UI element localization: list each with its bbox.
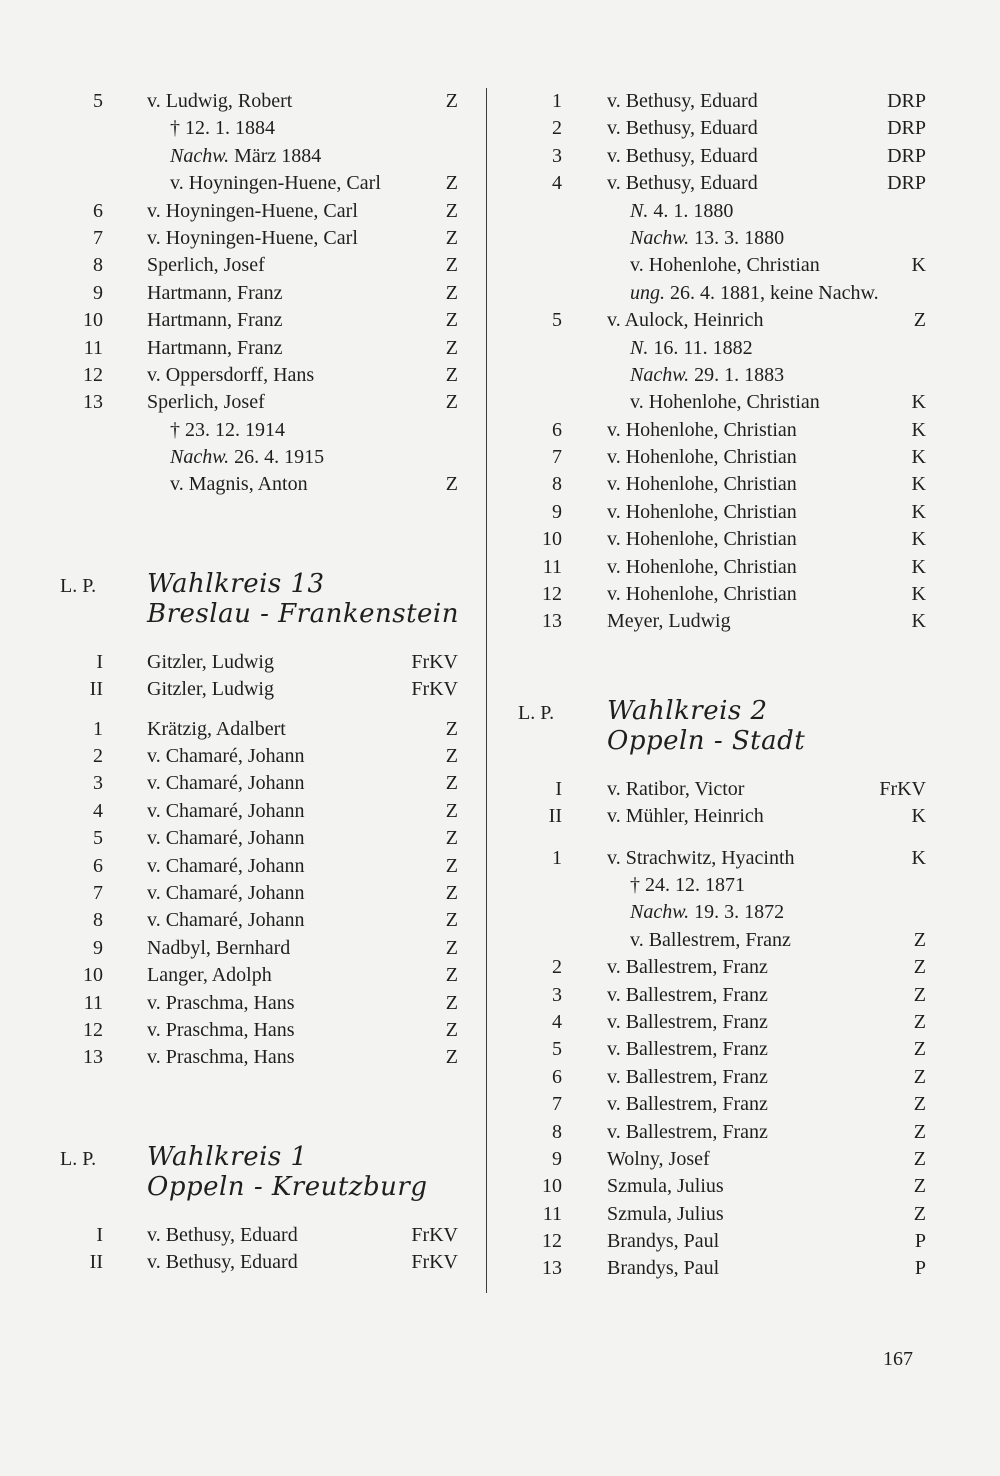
section-header-wahlkreis-13 <box>0 568 480 637</box>
section-title-line1: Wahlkreis 13 <box>147 568 325 599</box>
period-number: 7 <box>552 446 562 469</box>
entry-row <box>0 225 480 252</box>
member-name: v. Bethusy, Eduard <box>607 90 758 112</box>
entry-row <box>490 581 1000 608</box>
annotation-prefix: Nachw. <box>630 226 690 249</box>
wahlkreis-1-roman-list <box>0 1222 480 1277</box>
member-name: Gitzler, Ludwig <box>147 650 274 673</box>
period-number: 1 <box>93 717 103 740</box>
member-name: v. Hoyningen-Huene, Carl <box>147 226 358 249</box>
party-abbreviation: P <box>914 1257 926 1280</box>
member-name: v. Hohenlohe, Christian <box>607 583 797 606</box>
party-abbreviation: Z <box>913 928 926 951</box>
party-abbreviation: Z <box>913 1147 926 1170</box>
party-abbreviation: Z <box>445 226 458 249</box>
period-number: I <box>96 1223 103 1246</box>
annotation-prefix: N. <box>630 336 649 359</box>
note-row <box>490 198 1000 225</box>
period-number: 9 <box>93 936 103 959</box>
period-number: 5 <box>552 1038 562 1061</box>
party-abbreviation: Z <box>913 1202 926 1225</box>
party-abbreviation: Z <box>445 336 458 359</box>
lp-label: L. P. <box>60 1147 97 1170</box>
entry-row <box>490 1009 1000 1036</box>
note-row <box>0 417 480 444</box>
entry-row <box>490 554 1000 581</box>
member-name: v. Hohenlohe, Christian <box>607 473 797 496</box>
period-number: 10 <box>542 1175 562 1198</box>
note-row <box>0 115 480 142</box>
period-number: 12 <box>542 1230 562 1253</box>
entry-row <box>0 198 480 225</box>
party-abbreviation: Z <box>445 881 458 904</box>
party-abbreviation: Z <box>445 827 458 850</box>
party-abbreviation: Z <box>913 1093 926 1116</box>
entry-row <box>490 845 1000 872</box>
period-number: 6 <box>93 199 103 222</box>
member-name: v. Bethusy, Eduard <box>147 1223 298 1246</box>
member-name: v. Ballestrem, Franz <box>607 983 768 1006</box>
period-number: 13 <box>83 391 103 414</box>
section-header-wahlkreis-2 <box>490 695 1000 764</box>
annotation-date: 16. 11. 1882 <box>648 336 753 359</box>
entry-row <box>0 1222 480 1249</box>
annotation-date: 26. 4. 1881, keine Nachw. <box>665 281 879 304</box>
period-number: 6 <box>552 418 562 441</box>
entry-row <box>490 954 1000 981</box>
member-name: Szmula, Julius <box>607 1202 724 1225</box>
entry-row <box>0 907 480 934</box>
party-abbreviation: Z <box>445 717 458 740</box>
entry-row <box>0 825 480 852</box>
wahlkreis-2-roman-list <box>490 776 1000 831</box>
party-abbreviation: K <box>911 805 926 828</box>
section-title <box>147 1142 427 1202</box>
party-abbreviation: Z <box>445 745 458 768</box>
member-name: v. Ballestrem, Franz <box>607 1120 768 1143</box>
note-row <box>0 143 480 170</box>
member-name: v. Chamaré, Johann <box>147 772 305 795</box>
annotation-prefix: N. <box>630 199 649 222</box>
party-abbreviation: Z <box>445 281 458 304</box>
party-abbreviation: DRP <box>887 117 926 140</box>
period-number: 8 <box>93 254 103 277</box>
period-number: 7 <box>552 1093 562 1116</box>
member-name: Brandys, Paul <box>607 1230 720 1253</box>
member-name: v. Ratibor, Victor <box>607 777 745 800</box>
member-name: v. Praschma, Hans <box>147 1018 295 1041</box>
entry-row <box>0 307 480 334</box>
entry-row <box>0 1017 480 1044</box>
note-row <box>490 280 1000 307</box>
member-name: v. Chamaré, Johann <box>147 745 305 768</box>
party-abbreviation: Z <box>445 991 458 1014</box>
note-row <box>490 362 1000 389</box>
annotation-date: 13. 3. 1880 <box>689 226 785 249</box>
party-abbreviation: Z <box>445 772 458 795</box>
period-number: 13 <box>542 1257 562 1280</box>
period-number: 12 <box>83 1018 103 1041</box>
member-name: v. Bethusy, Eduard <box>607 144 758 167</box>
entry-row <box>490 803 1000 830</box>
entry-row <box>490 88 1000 115</box>
annotation <box>630 335 753 362</box>
party-abbreviation: K <box>911 473 926 496</box>
party-abbreviation: DRP <box>887 144 926 167</box>
party-abbreviation: K <box>911 391 926 414</box>
member-name: Brandys, Paul <box>607 1257 720 1280</box>
party-abbreviation: DRP <box>887 172 926 195</box>
annotation <box>630 198 733 225</box>
entry-row <box>490 776 1000 803</box>
period-number: 7 <box>93 881 103 904</box>
annotation-prefix: † 23. 12. 1914 <box>170 418 285 441</box>
entry-row <box>490 1173 1000 1200</box>
section-title-line2: Oppeln - Stadt <box>607 725 806 756</box>
member-name: v. Chamaré, Johann <box>147 827 305 850</box>
member-name: v. Hohenlohe, Christian <box>607 528 797 551</box>
entry-row <box>490 115 1000 142</box>
member-name: v. Hohenlohe, Christian <box>630 254 820 277</box>
annotation <box>630 899 784 926</box>
right-column <box>490 88 1000 1283</box>
wahlkreis-2-list <box>490 845 1000 1283</box>
period-number: II <box>548 805 562 828</box>
annotation-date: 4. 1. 1880 <box>648 199 734 222</box>
member-name: v. Bethusy, Eduard <box>607 117 758 140</box>
member-name: Langer, Adolph <box>147 964 272 987</box>
entry-row <box>490 982 1000 1009</box>
member-name: v. Mühler, Heinrich <box>607 805 764 828</box>
entry-row <box>0 1249 480 1276</box>
member-name: v. Chamaré, Johann <box>147 881 305 904</box>
party-abbreviation: Z <box>445 172 458 195</box>
wahlkreis-13-roman-list <box>0 649 480 704</box>
entry-row <box>490 499 1000 526</box>
right-top-list <box>490 88 1000 636</box>
entry-row <box>0 990 480 1017</box>
party-abbreviation: Z <box>445 1046 458 1069</box>
party-abbreviation: Z <box>445 254 458 277</box>
member-name: v. Hohenlohe, Christian <box>607 418 797 441</box>
member-name: v. Ludwig, Robert <box>147 90 293 112</box>
party-abbreviation: Z <box>913 1175 926 1198</box>
annotation-prefix: Nachw. <box>170 144 230 167</box>
party-abbreviation: FrKV <box>879 777 926 800</box>
note-row <box>0 444 480 471</box>
period-number: 12 <box>542 583 562 606</box>
party-abbreviation: Z <box>913 1120 926 1143</box>
member-name: Meyer, Ludwig <box>607 610 731 633</box>
party-abbreviation: Z <box>445 936 458 959</box>
entry-row <box>490 1255 1000 1282</box>
note-row <box>490 927 1000 954</box>
party-abbreviation: Z <box>445 199 458 222</box>
member-name: v. Praschma, Hans <box>147 1046 295 1069</box>
annotation <box>170 417 285 444</box>
entry-row <box>0 1044 480 1071</box>
period-number: 2 <box>552 117 562 140</box>
entry-row <box>0 649 480 676</box>
entry-row <box>0 962 480 989</box>
annotation-prefix: Nachw. <box>630 363 690 386</box>
period-number: I <box>555 777 562 800</box>
period-number: 1 <box>552 846 562 869</box>
party-abbreviation: Z <box>445 909 458 932</box>
entry-row <box>490 608 1000 635</box>
column-divider <box>486 88 487 1293</box>
period-number: 7 <box>93 226 103 249</box>
annotation-prefix: † 24. 12. 1871 <box>630 873 745 896</box>
member-name: Wolny, Josef <box>607 1147 710 1170</box>
member-name: v. Hohenlohe, Christian <box>607 446 797 469</box>
period-number: 12 <box>83 363 103 386</box>
note-row <box>490 335 1000 362</box>
left-top-list <box>0 88 480 499</box>
party-abbreviation: Z <box>913 1065 926 1088</box>
annotation <box>170 143 321 170</box>
period-number: II <box>89 678 103 701</box>
member-name: v. Ballestrem, Franz <box>630 928 791 951</box>
entry-row <box>0 676 480 703</box>
member-name: v. Ballestrem, Franz <box>607 1038 768 1061</box>
entry-row <box>490 1091 1000 1118</box>
annotation-prefix: Nachw. <box>170 446 230 469</box>
entry-row <box>490 307 1000 334</box>
party-abbreviation: FrKV <box>411 1251 458 1274</box>
entry-row <box>490 417 1000 444</box>
period-number: 11 <box>83 336 103 359</box>
party-abbreviation: Z <box>913 1038 926 1061</box>
period-number: 6 <box>93 854 103 877</box>
member-name: v. Hohenlohe, Christian <box>607 500 797 523</box>
member-name: v. Bethusy, Eduard <box>607 172 758 195</box>
entry-row <box>490 1119 1000 1146</box>
party-abbreviation: Z <box>445 854 458 877</box>
member-name: v. Praschma, Hans <box>147 991 295 1014</box>
party-abbreviation: Z <box>445 964 458 987</box>
party-abbreviation: Z <box>445 391 458 414</box>
section-header-wahlkreis-1 <box>0 1141 480 1210</box>
entry-row <box>0 743 480 770</box>
lp-label: L. P. <box>518 701 555 724</box>
entry-row <box>490 471 1000 498</box>
annotation-date: 19. 3. 1872 <box>689 901 785 924</box>
member-name: v. Hoyningen-Huene, Carl <box>170 172 381 195</box>
period-number: 8 <box>93 909 103 932</box>
member-name: v. Chamaré, Johann <box>147 909 305 932</box>
annotation <box>170 444 324 471</box>
entry-row <box>490 170 1000 197</box>
annotation <box>630 872 745 899</box>
entry-row <box>490 1064 1000 1091</box>
party-abbreviation: Z <box>445 363 458 386</box>
party-abbreviation: K <box>911 500 926 523</box>
annotation-date: 29. 1. 1883 <box>689 363 785 386</box>
period-number: 5 <box>93 90 103 112</box>
member-name: Hartmann, Franz <box>147 281 283 304</box>
period-number: 11 <box>83 991 103 1014</box>
party-abbreviation: Z <box>913 983 926 1006</box>
annotation <box>630 362 784 389</box>
member-name: v. Bethusy, Eduard <box>147 1251 298 1274</box>
period-number: 5 <box>93 827 103 850</box>
party-abbreviation: Z <box>445 799 458 822</box>
entry-row <box>0 88 480 115</box>
party-abbreviation: Z <box>445 1018 458 1041</box>
period-number: 11 <box>542 1202 562 1225</box>
section-title-line1: Wahlkreis 1 <box>147 1141 308 1172</box>
member-name: Hartmann, Franz <box>147 309 283 332</box>
party-abbreviation: Z <box>913 309 926 332</box>
member-name: v. Chamaré, Johann <box>147 799 305 822</box>
party-abbreviation: K <box>911 418 926 441</box>
period-number: 5 <box>552 309 562 332</box>
party-abbreviation: P <box>914 1230 926 1253</box>
member-name: v. Chamaré, Johann <box>147 854 305 877</box>
wahlkreis-13-list <box>0 716 480 1072</box>
section-title-line2: Oppeln - Kreutzburg <box>147 1171 428 1202</box>
entry-row <box>0 798 480 825</box>
member-name: v. Aulock, Heinrich <box>607 309 764 332</box>
member-name: Gitzler, Ludwig <box>147 678 274 701</box>
party-abbreviation: K <box>911 555 926 578</box>
party-abbreviation: Z <box>445 90 458 112</box>
note-row <box>490 225 1000 252</box>
annotation-date: März 1884 <box>229 144 322 167</box>
member-name: v. Hohenlohe, Christian <box>607 555 797 578</box>
entry-row <box>490 1228 1000 1255</box>
period-number: 4 <box>552 172 562 195</box>
lp-label: L. P. <box>60 574 97 597</box>
party-abbreviation: FrKV <box>411 678 458 701</box>
section-title-line1: Wahlkreis 2 <box>607 695 768 726</box>
period-number: 11 <box>542 555 562 578</box>
party-abbreviation: K <box>911 254 926 277</box>
section-title-line2: Breslau - Frankenstein <box>147 598 459 629</box>
period-number: 8 <box>552 1120 562 1143</box>
member-name: v. Magnis, Anton <box>170 473 308 496</box>
period-number: 6 <box>552 1065 562 1088</box>
party-abbreviation: K <box>911 528 926 551</box>
member-name: v. Hoyningen-Huene, Carl <box>147 199 358 222</box>
annotation-prefix: † 12. 1. 1884 <box>170 117 275 140</box>
period-number: I <box>96 650 103 673</box>
entry-row <box>0 880 480 907</box>
member-name: v. Ballestrem, Franz <box>607 1010 768 1033</box>
member-name: Krätzig, Adalbert <box>147 717 286 740</box>
member-name: v. Ballestrem, Franz <box>607 1093 768 1116</box>
note-row <box>0 471 480 498</box>
member-name: v. Ballestrem, Franz <box>607 956 768 979</box>
section-title <box>147 569 459 629</box>
period-number: 2 <box>552 956 562 979</box>
member-name: Sperlich, Josef <box>147 391 265 414</box>
annotation-prefix: ung. <box>630 281 665 304</box>
party-abbreviation: Z <box>913 1010 926 1033</box>
period-number: 1 <box>552 90 562 112</box>
period-number: 4 <box>93 799 103 822</box>
entry-row <box>490 444 1000 471</box>
party-abbreviation: K <box>911 446 926 469</box>
member-name: Nadbyl, Bernhard <box>147 936 291 959</box>
entry-row <box>490 1036 1000 1063</box>
entry-row <box>490 1201 1000 1228</box>
party-abbreviation: Z <box>445 473 458 496</box>
note-row <box>490 899 1000 926</box>
party-abbreviation: Z <box>445 309 458 332</box>
party-abbreviation: DRP <box>887 90 926 112</box>
entry-row <box>0 716 480 743</box>
entry-row <box>490 526 1000 553</box>
period-number: 9 <box>552 500 562 523</box>
period-number: 13 <box>542 610 562 633</box>
party-abbreviation: Z <box>913 956 926 979</box>
party-abbreviation: FrKV <box>411 1223 458 1246</box>
period-number: 3 <box>552 983 562 1006</box>
page-number: 167 <box>883 1348 913 1370</box>
annotation <box>630 280 879 307</box>
period-number: 9 <box>552 1147 562 1170</box>
period-number: 8 <box>552 473 562 496</box>
entry-row <box>490 143 1000 170</box>
entry-row <box>0 935 480 962</box>
member-name: v. Strachwitz, Hyacinth <box>607 846 795 869</box>
period-number: 10 <box>83 309 103 332</box>
entry-row <box>0 389 480 416</box>
member-name: v. Oppersdorff, Hans <box>147 363 315 386</box>
member-name: v. Ballestrem, Franz <box>607 1065 768 1088</box>
period-number: 10 <box>83 964 103 987</box>
member-name: Szmula, Julius <box>607 1175 724 1198</box>
party-abbreviation: K <box>911 583 926 606</box>
left-column <box>0 88 480 1277</box>
note-row <box>490 252 1000 279</box>
note-row <box>0 170 480 197</box>
party-abbreviation: K <box>911 610 926 633</box>
annotation <box>170 115 275 142</box>
entry-row <box>0 252 480 279</box>
member-name: v. Hohenlohe, Christian <box>630 391 820 414</box>
note-row <box>490 872 1000 899</box>
note-row <box>490 389 1000 416</box>
entry-row <box>0 770 480 797</box>
period-number: 3 <box>552 144 562 167</box>
member-name: Hartmann, Franz <box>147 336 283 359</box>
annotation <box>630 225 784 252</box>
period-number: 3 <box>93 772 103 795</box>
annotation-date: 26. 4. 1915 <box>229 446 325 469</box>
entry-row <box>490 1146 1000 1173</box>
entry-row <box>0 362 480 389</box>
period-number: 4 <box>552 1010 562 1033</box>
period-number: 13 <box>83 1046 103 1069</box>
period-number: 10 <box>542 528 562 551</box>
entry-row <box>0 335 480 362</box>
annotation-prefix: Nachw. <box>630 901 690 924</box>
party-abbreviation: FrKV <box>411 650 458 673</box>
party-abbreviation: K <box>911 846 926 869</box>
period-number: II <box>89 1251 103 1274</box>
section-title <box>607 696 805 756</box>
period-number: 9 <box>93 281 103 304</box>
entry-row <box>0 280 480 307</box>
period-number: 2 <box>93 745 103 768</box>
member-name: Sperlich, Josef <box>147 254 265 277</box>
entry-row <box>0 853 480 880</box>
